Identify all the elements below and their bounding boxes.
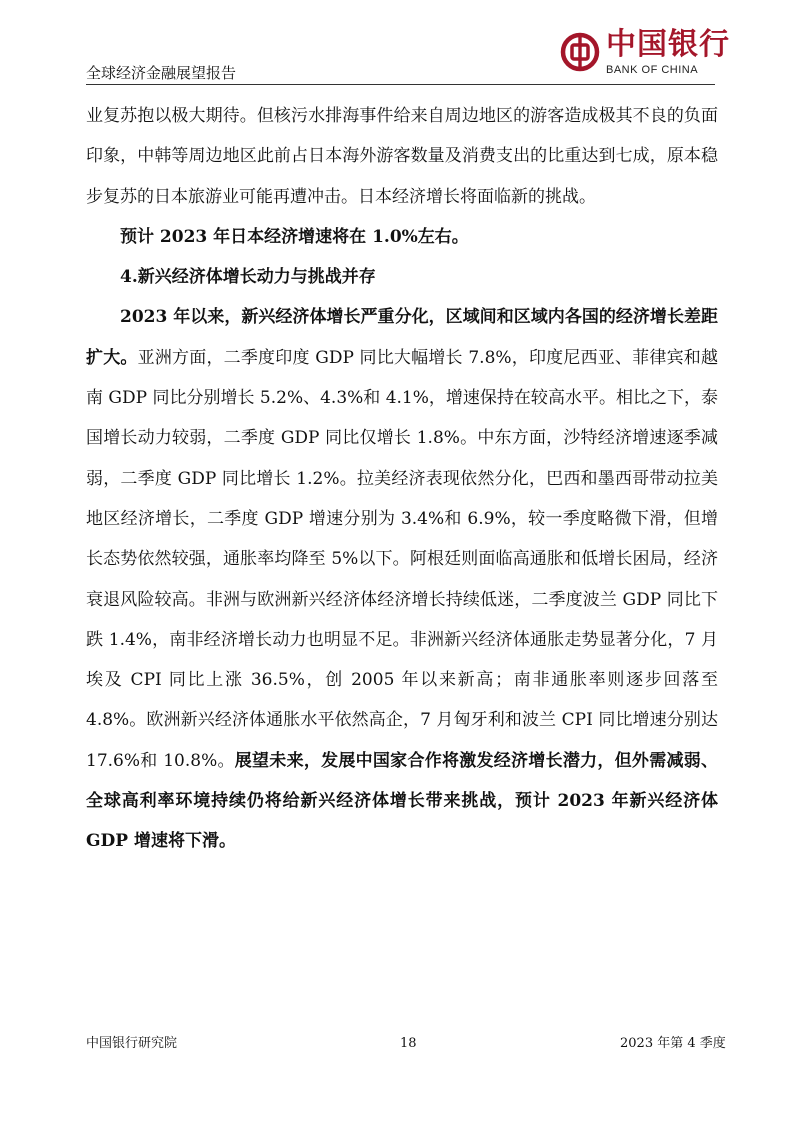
footer-period: 2023 年第 4 季度 bbox=[620, 1036, 726, 1051]
logo-chinese-name: 中国银行 bbox=[606, 27, 730, 62]
footer-institution: 中国银行研究院 bbox=[86, 1036, 178, 1051]
boc-emblem-icon bbox=[560, 32, 600, 72]
report-title: 全球经济金融展望报告 bbox=[86, 64, 237, 82]
header-divider bbox=[86, 84, 715, 85]
logo-english-name: BANK OF CHINA bbox=[606, 64, 699, 76]
page-number: 18 bbox=[400, 1036, 417, 1051]
bank-of-china-logo bbox=[560, 26, 730, 82]
emerging-detail-text: 亚洲方面，二季度印度 GDP 同比大幅增长 7.8%，印度尼西亚、菲律宾和越南 GDP 同比分别增长 5.2%、4.3%和 4.1%，增速保持在较高水平。相比之下，泰国增长动力较弱，二季度 GDP 同比仅增长 1.8%。中东方面，沙特经济增速逐季减弱，二季度 GDP 同比增长 1.2%。拉美经济表现依然分化，巴西和墨西哥带动拉美地区经济增长，二季度 GDP 增速分别为 3.4%和 6.9%，较一季度略微下滑，但增长态势依然较强，通胀率均降至 5%以下。阿根廷则面临高通胀和低增长困局，经济衰退风险较高。非洲与欧洲新兴经济体经济增长持续低迷，二季度波兰 GDP 同比下跌 1.4%，南非经济增长动力也明显不足。非洲新兴经济体通胀走势显著分化，7 月埃及 CPI 同比上涨 36.5%，创 2005 年以来新高；南非通胀率则逐步回落至 4.8%。欧洲新兴经济体通胀水平依然高企，7 月匈牙利和波兰 CPI 同比增速分别达 17.6%和 10.8%。 bbox=[86, 347, 718, 771]
emerging-lead-sentence: 2023 年以来，新兴经济体增长严重分化，区域间和区域内各国的经济增长差距扩大。 bbox=[86, 307, 718, 368]
section-heading: 4.新兴经济体增长动力与挑战并存 bbox=[120, 267, 376, 288]
paragraph-japan-forecast: 预计 2023 年日本经济增速将在 1.0%左右。 bbox=[120, 226, 469, 247]
paragraph-japan-tourism: 业复苏抱以极大期待。但核污水排海事件给来自周边地区的游客造成极其不良的负面印象，中韩等周边地区此前占日本海外游客数量及消费支出的比重达到七成，原本稳步复苏的日本旅游业可能再遭冲击。日本经济增长将面临新的挑战。 bbox=[86, 106, 718, 207]
paragraph-emerging-economies bbox=[86, 297, 718, 861]
document-body bbox=[86, 96, 718, 862]
emerging-outlook-sentence: 展望未来，发展中国家合作将激发经济增长潜力，但外需减弱、全球高利率环境持续仍将给新兴经济体增长带来挑战，预计 2023 年新兴经济体 GDP 增速将下滑。 bbox=[86, 750, 719, 852]
